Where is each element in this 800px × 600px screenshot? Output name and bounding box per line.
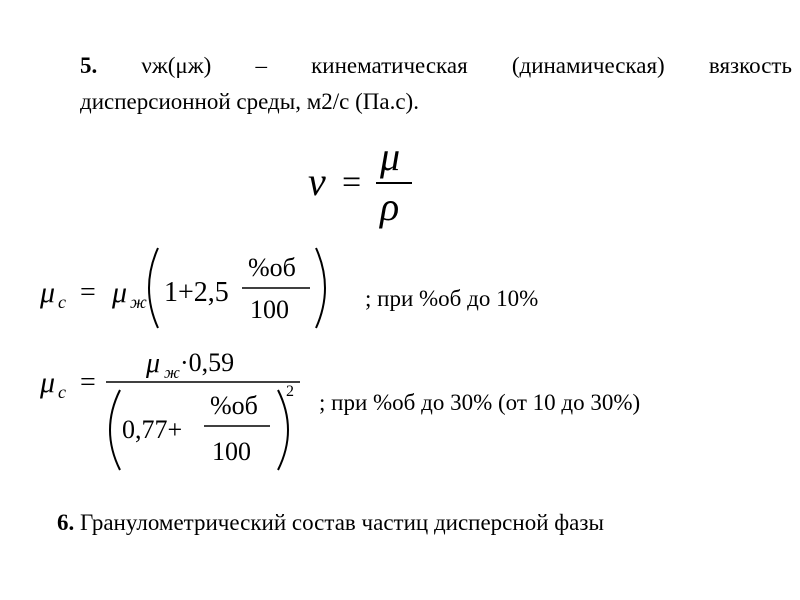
section-5-word-3: кинематическая [311,53,468,78]
section-5-number: 5. [80,53,98,78]
section-5-line-1 [80,48,792,84]
formula3-exponent: 2 [286,383,294,400]
section-5-paragraph [80,48,792,120]
formula1-nu: ν [308,159,326,204]
formula3-equals: = [80,367,96,398]
formula2-one-plus: 1+2,5 [164,277,229,308]
formula3-mu-c: μ [40,366,56,399]
formula-viscosity-up-to-30 [34,340,314,478]
formula3-num-sub-zh: ж [164,363,180,382]
formula2-right-paren [316,248,325,328]
formula2-left-paren [149,248,158,328]
formula3-left-paren [110,390,120,470]
formula2-mu-c: μ [40,276,56,309]
formula3-num-rest: ·0,59 [180,348,235,377]
formula2-sub-zh: ж [130,292,147,312]
section-5-word-2: – [255,53,267,78]
section-6-title: Гранулометрический состав частиц дисперсной фазы [80,510,604,535]
formula3-den-const: 0,77+ [122,415,183,444]
formula1-equals: = [342,164,362,201]
formula3-sub-c: c [58,382,66,402]
section-5-word-5: вязкость [708,53,792,78]
formula1-mu: μ [380,134,401,179]
formula2-percent-ob: %об [248,253,296,282]
formula-viscosity-ratio [300,125,440,235]
formula1-rho: ρ [380,184,400,229]
formula3-den-percent-ob: %об [210,391,258,420]
formula3-num-mu: μ [146,348,161,379]
section-6-number: 6. [57,510,75,535]
section-5-line-2: дисперсионной среды, м2/с (Па.с). [80,89,419,114]
formula2-hundred: 100 [250,295,289,324]
formula3-right-paren [278,390,288,470]
section-5-word-1: νж(μж) [141,53,212,78]
section-5-word-4: (динамическая) [511,53,665,78]
formula2-sub-c: c [58,292,66,312]
formula2-condition: ; при %об до 10% [365,286,539,311]
formula2-mu-zh: μ [112,276,128,309]
section-6-heading [57,510,604,536]
formula-viscosity-up-to-10 [34,238,334,338]
formula3-den-hundred: 100 [212,437,251,466]
formula3-condition: ; при %об до 30% (от 10 до 30%) [319,390,641,415]
formula2-equals: = [80,277,96,308]
